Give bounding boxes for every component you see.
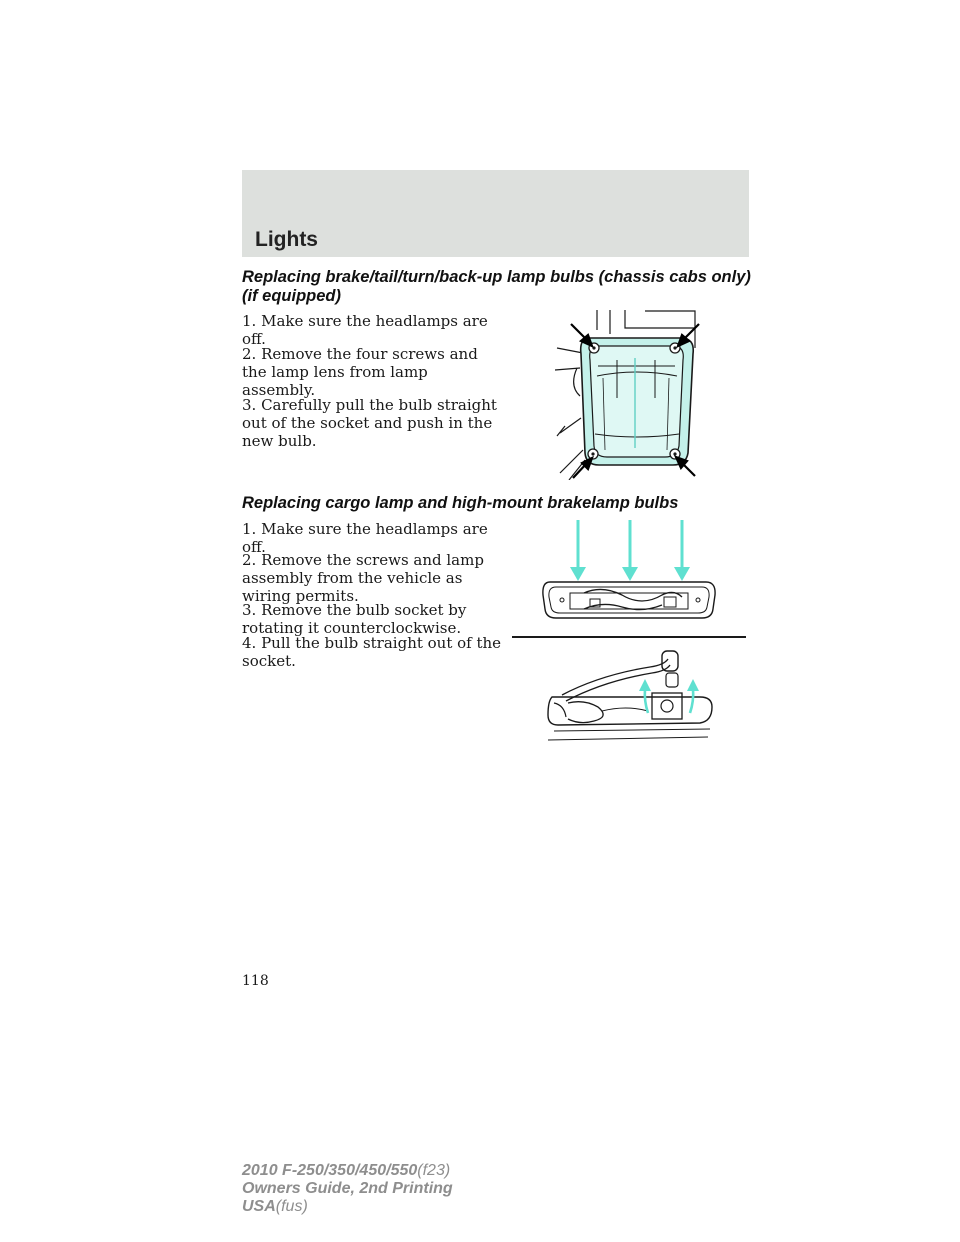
section-heading-line2: (if equipped) [242, 287, 341, 305]
section-header-band [242, 170, 749, 257]
footer-line [242, 1198, 453, 1216]
section-heading-cargo-lamp: Replacing cargo lamp and high-mount brakelamp bulbs [242, 494, 679, 512]
step-text: 4. Pull the bulb straight out of the socket. [242, 634, 502, 670]
rear-lamp-screws-illustration [555, 308, 705, 480]
step-text: 3. Remove the bulb socket by rotating it counterclockwise. [242, 601, 467, 637]
page-number: 118 [242, 973, 269, 989]
footer-document-info [242, 1162, 453, 1216]
footer-region: USA [242, 1198, 276, 1215]
step-text: 2. Remove the screws and lamp assembly from the vehicle as wiring permits. [242, 551, 484, 605]
section-heading-brake-lamp [242, 268, 751, 306]
step-text: 1. Make sure the headlamps are off. [242, 312, 488, 348]
footer-model-code: (f23) [417, 1162, 451, 1179]
section-title: Lights [255, 228, 318, 251]
step-text: 2. Remove the four screws and the lamp lens from lamp assembly. [242, 345, 478, 399]
footer-model: 2010 F-250/350/450/550 [242, 1162, 418, 1179]
footer-guide: Owners Guide, 2nd Printing [242, 1180, 453, 1197]
step-text: 3. Carefully pull the bulb straight out of the socket and push in the new bulb. [242, 396, 497, 450]
section-heading-line1: Replacing brake/tail/turn/back-up lamp bulbs (chassis cabs only) [242, 268, 751, 286]
step-text: 1. Make sure the headlamps are off. [242, 520, 488, 556]
cargo-lamp-bulb-socket-illustration [540, 645, 720, 745]
footer-line [242, 1162, 453, 1180]
footer-region-code: (fus) [275, 1198, 308, 1215]
cargo-lamp-screws-illustration [512, 515, 746, 641]
